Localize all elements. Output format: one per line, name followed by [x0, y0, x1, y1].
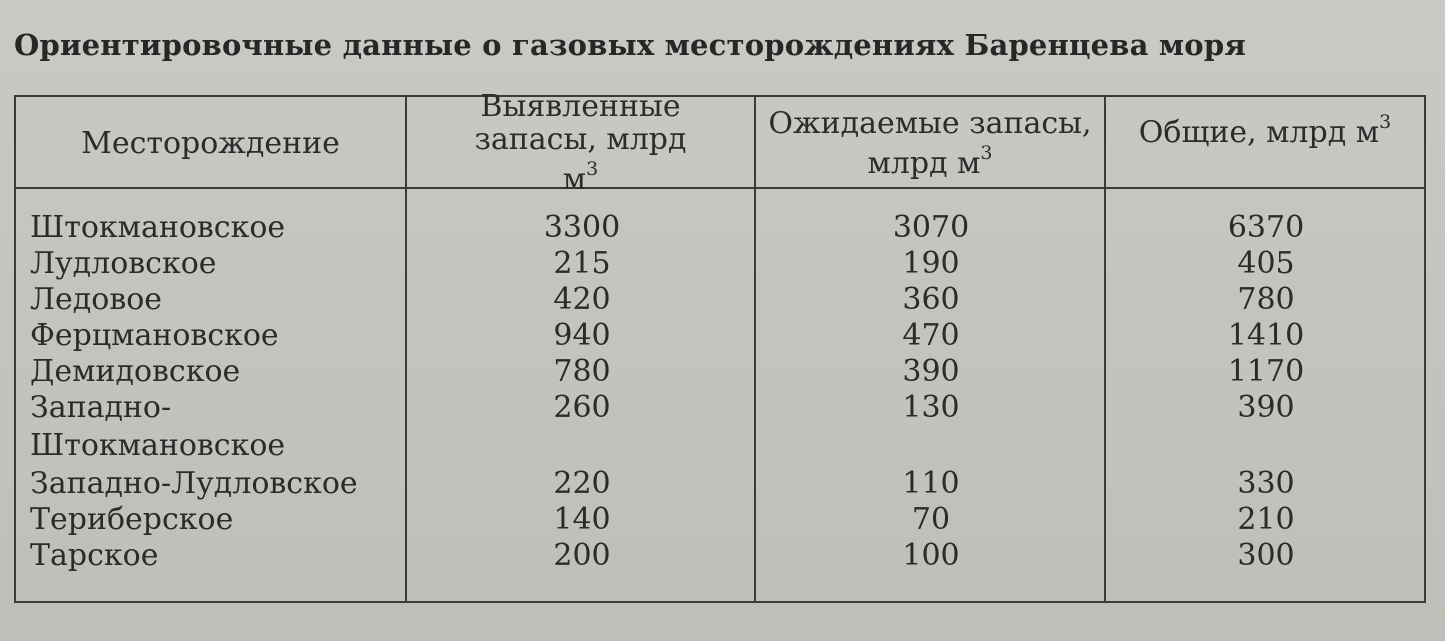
expected-reserves-cell: 3070: [892, 210, 970, 245]
field-name-cell: Демидовское: [30, 354, 241, 389]
found-reserves-cell: 220: [553, 466, 611, 501]
header-expected-reserves: [756, 97, 1104, 189]
expected-reserves-cell: 360: [902, 282, 960, 317]
header-found-label: Выявленные запасы, млрд м: [474, 89, 687, 197]
total-reserves-cell: 1170: [1227, 354, 1305, 389]
total-reserves-cell: 780: [1237, 282, 1295, 317]
header-field: [16, 97, 405, 189]
header-expected-label: Ожидаемые запасы, млрд м: [768, 105, 1092, 181]
field-name-cell: Западно-Лудловское: [30, 466, 358, 501]
found-reserves-cell: 200: [553, 538, 611, 573]
header-found-reserves: [407, 89, 754, 197]
expected-reserves-cell: 130: [902, 390, 960, 425]
expected-reserves-cell: 70: [911, 502, 951, 537]
header-expected-sup: 3: [980, 141, 993, 164]
total-reserves-cell: 210: [1237, 502, 1295, 537]
found-reserves-cell: 420: [553, 282, 611, 317]
header-field-label: Месторождение: [81, 125, 340, 161]
total-reserves-cell: 6370: [1227, 210, 1305, 245]
expected-reserves-cell: 190: [902, 246, 960, 281]
found-reserves-cell: 215: [553, 246, 611, 281]
total-reserves-cell: 1410: [1227, 318, 1305, 353]
found-reserves-cell: 3300: [543, 210, 621, 245]
field-name-cell: Лудловское: [30, 246, 217, 281]
field-name-cell: Штокмановское: [30, 210, 286, 245]
gas-fields-table: [14, 89, 1426, 603]
expected-reserves-cell: 470: [902, 318, 960, 353]
total-reserves-cell: 405: [1237, 246, 1295, 281]
page-title: Ориентировочные данные о газовых месторождениях Баренцева моря: [14, 28, 1246, 62]
field-name-cell: Западно- Штокмановское: [30, 390, 286, 463]
found-reserves-cell: 140: [553, 502, 611, 537]
header-total-reserves: [1106, 97, 1424, 189]
field-name-cell: Тарское: [30, 538, 159, 573]
expected-reserves-cell: 390: [902, 354, 960, 389]
header-found-sup: 3: [586, 158, 599, 180]
total-reserves-cell: 330: [1237, 466, 1295, 501]
expected-reserves-cell: 100: [902, 538, 960, 573]
field-name-cell: Териберское: [30, 502, 234, 537]
total-reserves-cell: 390: [1237, 390, 1295, 425]
expected-reserves-cell: 110: [902, 466, 960, 501]
found-reserves-cell: 780: [553, 354, 611, 389]
header-total-label: Общие, млрд м: [1138, 115, 1380, 150]
field-name-cell: Ледовое: [30, 282, 163, 317]
total-reserves-cell: 300: [1237, 538, 1295, 573]
found-reserves-cell: 940: [553, 318, 611, 353]
header-total-sup: 3: [1379, 111, 1392, 133]
found-reserves-cell: 260: [553, 390, 611, 425]
field-name-cell: Ферцмановское: [30, 318, 279, 353]
